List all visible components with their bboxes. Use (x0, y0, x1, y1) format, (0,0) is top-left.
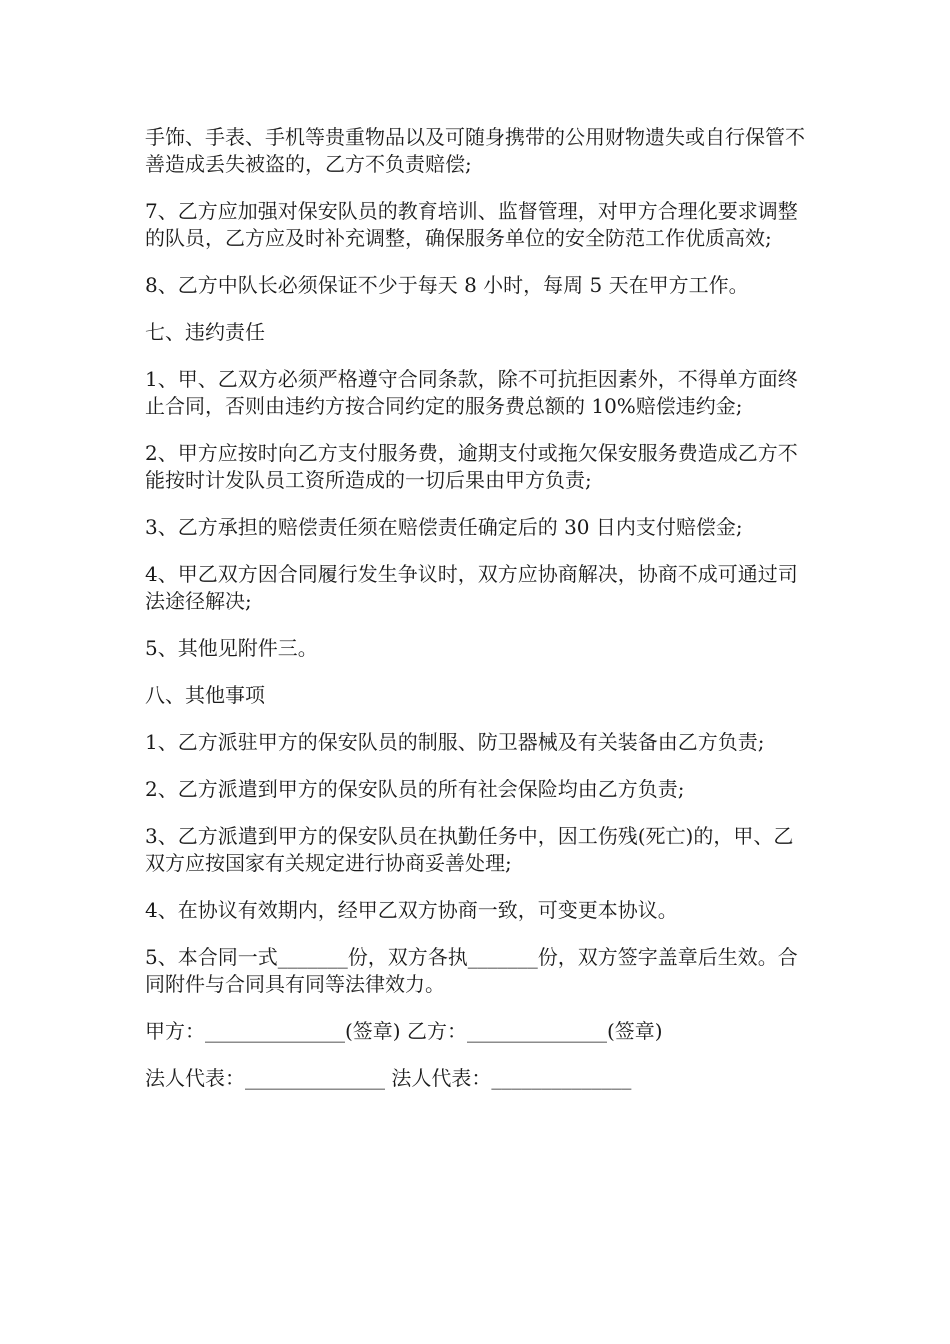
signature-row-representatives (145, 1065, 810, 1092)
paragraph: 3、乙方派遣到甲方的保安队员在执勤任务中，因工伤残(死亡)的，甲、乙双方应按国家有关规定进行协商妥善处理; (145, 824, 794, 875)
paragraph: 4、甲乙双方因合同履行发生争议时，双方应协商解决，协商不成可通过司法途径解决; (145, 562, 798, 613)
paragraph: 1、乙方派驻甲方的保安队员的制服、防卫器械及有关装备由乙方负责; (145, 730, 765, 754)
paragraph: 2、甲方应按时向乙方支付服务费，逾期支付或拖欠保安服务费造成乙方不能按时计发队员工资所造成的一切后果由甲方负责; (145, 441, 798, 492)
paragraph: 5、本合同一式_______份，双方各执_______份，双方签字盖章后生效。合同附件与合同具有同等法律效力。 (145, 945, 798, 996)
signature-row-parties (145, 1018, 810, 1045)
section-heading: 八、其他事项 (145, 683, 265, 707)
party-a-signature: 甲方：______________(签章) (145, 1019, 401, 1043)
party-b-representative: 法人代表：______________ (391, 1066, 632, 1090)
paragraph: 8、乙方中队长必须保证不少于每天 8 小时，每周 5 天在甲方工作。 (145, 273, 749, 297)
party-b-signature: 乙方：______________(签章) (406, 1019, 663, 1043)
paragraph: 1、甲、乙双方必须严格遵守合同条款，除不可抗拒因素外，不得单方面终止合同，否则由违约方按合同约定的服务费总额的 10%赔偿违约金; (145, 367, 798, 418)
document-body (145, 124, 810, 1112)
paragraph: 4、在协议有效期内，经甲乙双方协商一致，可变更本协议。 (145, 898, 678, 922)
paragraph: 7、乙方应加强对保安队员的教育培训、监督管理，对甲方合理化要求调整的队员，乙方应及时补充调整，确保服务单位的安全防范工作优质高效; (145, 199, 798, 250)
paragraph: 2、乙方派遣到甲方的保安队员的所有社会保险均由乙方负责; (145, 777, 685, 801)
paragraph: 5、其他见附件三。 (145, 636, 318, 660)
section-heading: 七、违约责任 (145, 320, 265, 344)
paragraph: 手饰、手表、手机等贵重物品以及可随身携带的公用财物遗失或自行保管不善造成丢失被盗的，乙方不负责赔偿; (145, 125, 805, 176)
paragraph: 3、乙方承担的赔偿责任须在赔偿责任确定后的 30 日内支付赔偿金; (145, 515, 743, 539)
party-a-representative: 法人代表：______________ (145, 1066, 385, 1090)
